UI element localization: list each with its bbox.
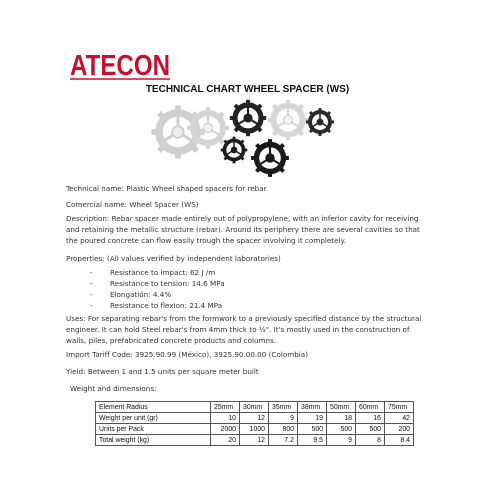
table-cell: 25mm	[211, 402, 240, 413]
table-cell: 12	[240, 435, 269, 446]
table-cell: 8.4	[385, 435, 414, 446]
import-tariff-code: Import Tariff Code: 3925.90.99 (México), 3925.90.00.00 (Colombia)	[66, 350, 309, 359]
table-cell: Units per Pack	[96, 424, 211, 435]
table-cell: 800	[269, 424, 298, 435]
uses	[66, 313, 441, 346]
commercial-name: Comercial name: Wheel Spacer (WS)	[66, 200, 199, 209]
uses-line: engineer. It can hold Steel rebar's from 4mm thick to ½". It's mostly used in the construction of	[66, 325, 410, 334]
table-cell: Element Radius	[96, 402, 211, 413]
uses-line: Uses: For separating rebar's from the formwork to a previously specified distance by the structural	[66, 314, 422, 323]
page-title: TECHNICAL CHART WHEEL SPACER (WS)	[145, 84, 350, 95]
table-cell: Total weight (kg)	[96, 435, 211, 446]
table-cell: 8	[356, 435, 385, 446]
weights-heading: Weight and dimensions:	[70, 384, 157, 393]
properties-heading: Properties: (All values verified by independent laboratories)	[66, 254, 281, 263]
table-cell: 9	[327, 435, 356, 446]
list-item: - Resistance to tension: 14.6 MPa	[90, 279, 225, 288]
table-header-row	[96, 402, 414, 413]
atecon-logo	[70, 48, 174, 82]
technical-name: Technical name: Plastic Wheel shaped spacers for rebar	[66, 184, 267, 193]
description-line: Description: Rebar spacer made entirely out of polypropylene, with an inferior cavity for receiving	[66, 214, 419, 223]
table-cell: 16	[356, 413, 385, 424]
table-cell: 42	[385, 413, 414, 424]
table-cell: 38mm	[298, 402, 327, 413]
description-line: and retaining the metallic structure (rebar). Around its periphery there are several cavities so that	[66, 225, 420, 234]
table-row	[96, 413, 414, 424]
table-cell: 9.5	[298, 435, 327, 446]
table-cell: 50mm	[327, 402, 356, 413]
dimensions-table	[95, 401, 414, 446]
description-line: the poured concrete can flow easily trough the spacer involving it completely.	[66, 236, 347, 245]
table-cell: 500	[327, 424, 356, 435]
table-cell: 500	[356, 424, 385, 435]
table-cell: 200	[385, 424, 414, 435]
table-cell: 60mm	[356, 402, 385, 413]
table-cell: 30mm	[240, 402, 269, 413]
list-item: - Resistance to flexion: 21.4 MPa	[90, 301, 223, 310]
table-cell: 2000	[211, 424, 240, 435]
table-cell: 20	[211, 435, 240, 446]
table-row	[96, 424, 414, 435]
table-cell: 10	[211, 413, 240, 424]
table-cell: 75mm	[385, 402, 414, 413]
list-item: - Resistance to impact: 62 J /m	[90, 268, 216, 277]
description	[66, 213, 441, 246]
svg-text:ATECON: ATECON	[70, 50, 170, 82]
wheel-spacers-photo	[150, 98, 342, 178]
properties-list	[90, 267, 225, 311]
yield: Yield: Between 1 and 1.5 units per square meter built	[66, 367, 259, 376]
table-cell: 7.2	[269, 435, 298, 446]
table-cell: 18	[327, 413, 356, 424]
table-cell: 12	[240, 413, 269, 424]
table-cell: Weight per unit (gr)	[96, 413, 211, 424]
table-cell: 19	[298, 413, 327, 424]
table-cell: 1000	[240, 424, 269, 435]
list-item: - Elongatión: 4.4%	[90, 290, 172, 299]
table-row	[96, 435, 414, 446]
uses-line: walls, piles, prefabricated concrete products and columns.	[66, 336, 277, 345]
table-cell: 35mm	[269, 402, 298, 413]
table-cell: 9	[269, 413, 298, 424]
table-cell: 500	[298, 424, 327, 435]
